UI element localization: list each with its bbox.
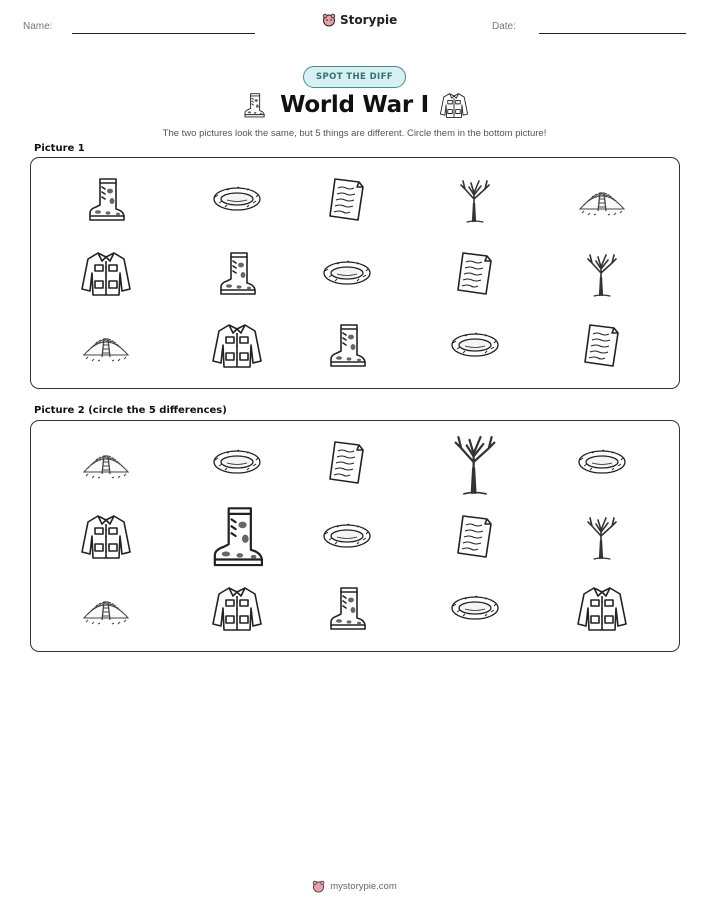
picture2-cell-r3c1[interactable] — [76, 582, 136, 634]
picture2-cell-r1c3[interactable] — [317, 436, 377, 488]
badge-text: SPOT THE DIFF — [315, 72, 394, 82]
picture1-cell-r3c5 — [572, 319, 632, 371]
paper-icon — [445, 510, 505, 562]
picture2-cell-r1c4[interactable] — [433, 426, 517, 498]
boot-icon — [195, 500, 279, 572]
picture2-cell-r2c1[interactable] — [76, 510, 136, 562]
picture2-cell-r3c5[interactable] — [572, 582, 632, 634]
jacket-icon — [207, 582, 267, 634]
picture1-cell-r3c4 — [445, 319, 505, 371]
name-label: Name: — [23, 21, 53, 32]
tree-icon — [572, 510, 632, 562]
instructions: The two pictures look the same, but 5 things are different. Circle them in the bottom picture! — [162, 128, 547, 139]
picture-1-panel — [30, 157, 680, 389]
picture1-cell-r2c3 — [317, 247, 377, 299]
picture1-cell-r1c1 — [76, 173, 136, 225]
pit-icon — [317, 510, 377, 562]
pit-icon — [317, 247, 377, 299]
trench-icon — [572, 173, 632, 225]
storypie-mascot-icon — [312, 880, 325, 893]
picture-2-label: Picture 2 (circle the 5 differences) — [34, 405, 227, 416]
picture2-cell-r2c5[interactable] — [572, 510, 632, 562]
boot-icon — [317, 319, 377, 371]
pit-icon — [445, 582, 505, 634]
tree-icon — [572, 247, 632, 299]
paper-icon — [317, 173, 377, 225]
title-jacket-icon — [437, 90, 471, 120]
storypie-mascot-icon — [322, 13, 336, 27]
paper-icon — [445, 247, 505, 299]
picture2-cell-r1c2[interactable] — [207, 436, 267, 488]
picture1-cell-r3c1 — [76, 319, 136, 371]
boot-icon — [317, 582, 377, 634]
brand-name: Storypie — [340, 13, 398, 27]
footer-url: mystorypie.com — [330, 881, 397, 892]
pit-icon — [572, 436, 632, 488]
date-label: Date: — [492, 21, 516, 32]
footer — [0, 880, 709, 893]
jacket-icon — [572, 582, 632, 634]
picture2-cell-r3c4[interactable] — [445, 582, 505, 634]
picture-2-panel[interactable] — [30, 420, 680, 652]
picture1-cell-r2c1 — [76, 247, 136, 299]
picture1-cell-r2c4 — [445, 247, 505, 299]
paper-icon — [572, 319, 632, 371]
picture2-cell-r2c4[interactable] — [445, 510, 505, 562]
picture2-cell-r2c3[interactable] — [317, 510, 377, 562]
spot-the-diff-badge — [303, 66, 406, 88]
picture1-cell-r1c4 — [445, 173, 505, 225]
picture2-cell-r3c3[interactable] — [317, 582, 377, 634]
picture1-cell-r1c3 — [317, 173, 377, 225]
jacket-icon — [207, 319, 267, 371]
picture1-cell-r3c2 — [207, 319, 267, 371]
name-field[interactable] — [72, 33, 255, 34]
picture-1-label: Picture 1 — [34, 143, 85, 154]
date-field[interactable] — [539, 33, 686, 34]
tree-icon — [433, 426, 517, 498]
picture1-cell-r2c2 — [207, 247, 267, 299]
trench-icon — [76, 319, 136, 371]
pit-icon — [445, 319, 505, 371]
picture1-cell-r2c5 — [572, 247, 632, 299]
pit-icon — [207, 173, 267, 225]
boot-icon — [76, 173, 136, 225]
picture1-cell-r1c5 — [572, 173, 632, 225]
boot-icon — [207, 247, 267, 299]
picture2-cell-r1c5[interactable] — [572, 436, 632, 488]
picture2-cell-r2c2[interactable] — [195, 500, 279, 572]
picture2-cell-r3c2[interactable] — [207, 582, 267, 634]
picture1-cell-r3c3 — [317, 319, 377, 371]
jacket-icon — [76, 247, 136, 299]
page-title: World War I — [280, 92, 429, 118]
trench-icon — [76, 436, 136, 488]
paper-icon — [317, 436, 377, 488]
picture1-cell-r1c2 — [207, 173, 267, 225]
pit-icon — [207, 436, 267, 488]
brand-logo — [322, 13, 397, 27]
jacket-icon — [76, 510, 136, 562]
trench-icon — [76, 582, 136, 634]
tree-icon — [445, 173, 505, 225]
picture2-cell-r1c1[interactable] — [76, 436, 136, 488]
